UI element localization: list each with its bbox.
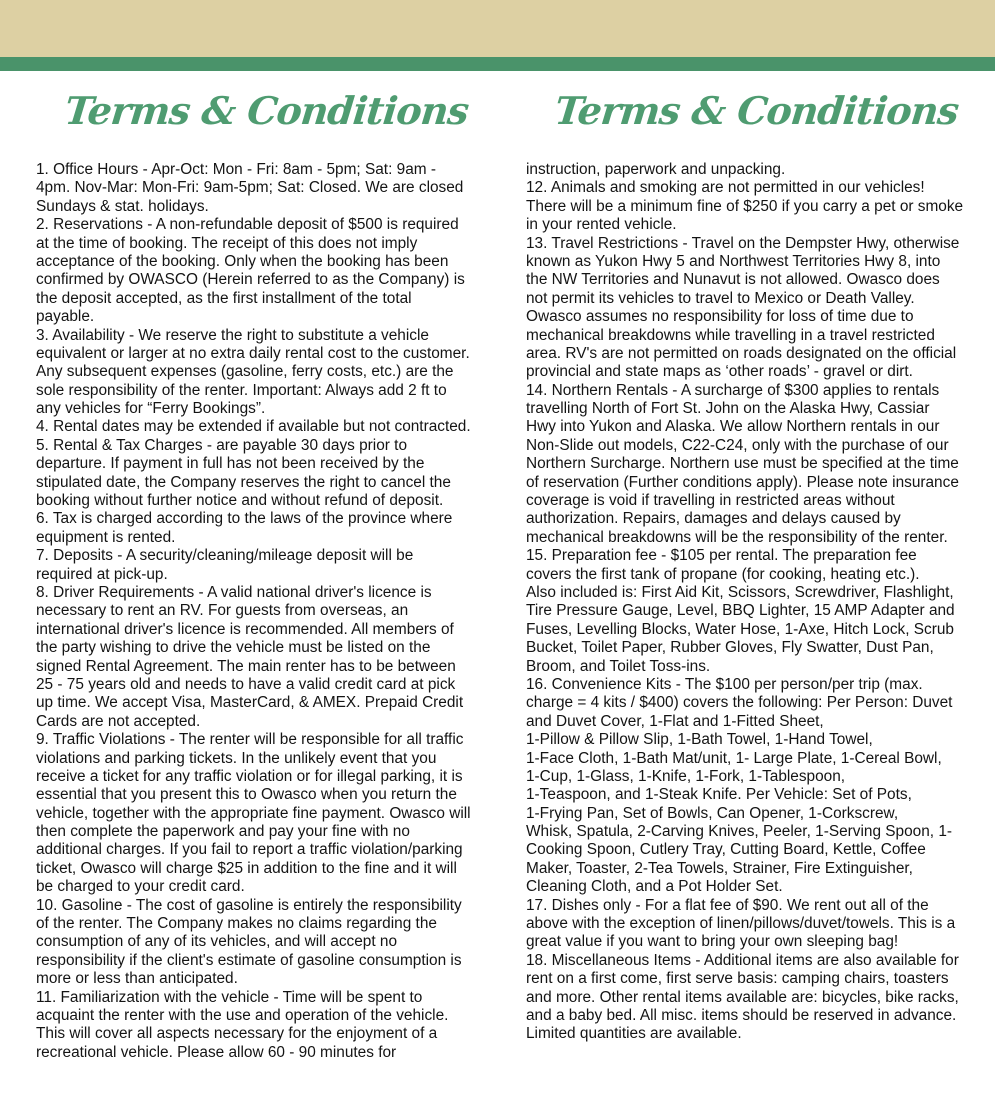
text-line: mechanical breakdowns while travelling in a travel restricted — [526, 326, 935, 344]
text-line: confirmed by OWASCO (Herein referred to as the Company) is — [36, 271, 465, 289]
text-line: be charged to your credit card. — [36, 878, 245, 896]
text-line: 17. Dishes only - For a flat fee of $90. We rent out all of the — [526, 896, 929, 914]
text-line: acceptance of the booking. Only when the booking has been — [36, 252, 449, 270]
text-line: Whisk, Spatula, 2-Carving Knives, Peeler, 1-Serving Spoon, 1- — [526, 823, 953, 841]
text-line: 9. Traffic Violations - The renter will be responsible for all traffic — [36, 731, 464, 749]
text-line: 15. Preparation fee - $105 per rental. The preparation fee — [526, 547, 917, 565]
text-line: booking without further notice and without refund of deposit. — [36, 492, 444, 510]
text-line: Sundays & stat. holidays. — [36, 197, 209, 215]
text-line: Tire Pressure Gauge, Level, BBQ Lighter, 15 AMP Adapter and — [526, 602, 955, 620]
text-line: receive a ticket for any traffic violation or for illegal parking, it is — [36, 767, 463, 785]
text-line: rent on a first come, first serve basis: camping chairs, toasters — [526, 970, 949, 988]
text-line: equivalent or larger at no extra daily rental cost to the customer. — [36, 344, 470, 362]
text-line: Fuses, Levelling Blocks, Water Hose, 1-Axe, Hitch Lock, Scrub — [526, 620, 954, 638]
text-line: 18. Miscellaneous Items - Additional items are also available for — [526, 951, 959, 969]
text-line: 12. Animals and smoking are not permitted in our vehicles! — [526, 179, 925, 197]
text-line: 1. Office Hours - Apr-Oct: Mon - Fri: 8am - 5pm; Sat: 9am - — [36, 161, 436, 178]
text-line: vehicle, together with the appropriate fine payment. Owasco will — [36, 804, 471, 822]
text-line: 13. Travel Restrictions - Travel on the Dempster Hwy, otherwise — [526, 234, 960, 252]
text-line: 1-Teaspoon, and 1-Steak Knife. Per Vehicle: Set of Pots, — [526, 786, 912, 804]
text-line: 11. Familiarization with the vehicle - Time will be spent to — [36, 988, 423, 1006]
text-line: departure. If payment in full has not been received by the — [36, 455, 425, 473]
text-line: Hwy into Yukon and Alaska. We allow Northern rentals in our — [526, 418, 940, 436]
text-line: additional charges. If you fail to report a traffic violation/parking — [36, 841, 463, 859]
page-title: Terms & Conditions — [62, 88, 471, 133]
text-line: charge = 4 kits / $400) covers the following: Per Person: Duvet — [526, 694, 953, 712]
text-line: acquaint the renter with the use and operation of the vehicle. — [36, 1006, 449, 1024]
text-line: authorization. Repairs, damages and delays caused by — [526, 510, 901, 528]
text-line: of reservation (Further conditions apply). Please note insurance — [526, 473, 959, 491]
text-line: above with the exception of linen/pillows/duvet/towels. This is a — [526, 915, 956, 933]
text-line: and a baby bed. All misc. items should be reserved in advance. — [526, 1006, 957, 1024]
text-line: ticket, Owasco will charge $25 in addition to the fine and it will — [36, 859, 457, 877]
text-line: 14. Northern Rentals - A surcharge of $300 applies to rentals — [526, 381, 940, 399]
text-line: mechanical breakdowns will be the responsibility of the renter. — [526, 528, 948, 546]
header-accent-stripe — [0, 57, 995, 71]
text-line: payable. — [36, 308, 95, 326]
text-line: 2. Reservations - A non-refundable deposit of $500 is required — [36, 216, 459, 234]
text-line: provincial and state maps as ‘other roads’ - gravel or dirt. — [526, 363, 913, 381]
text-line: stipulated date, the Company reserves the right to cancel the — [36, 473, 451, 491]
text-line: known as Yukon Hwy 5 and Northwest Territories Hwy 8, into — [526, 252, 941, 270]
text-line: the NW Territories and Nunavut is not allowed. Owasco does — [526, 271, 940, 289]
text-line: Limited quantities are available. — [526, 1025, 742, 1043]
two-column-layout — [0, 71, 995, 1062]
text-line: the deposit accepted, as the first installment of the total — [36, 289, 412, 307]
text-line: 6. Tax is charged according to the laws of the province where — [36, 510, 453, 528]
text-line: signed Rental Agreement. The main renter has to be between — [36, 657, 456, 675]
text-line: great value if you want to bring your own sleeping bag! — [526, 933, 899, 951]
text-line: 7. Deposits - A security/cleaning/mileage deposit will be — [36, 547, 414, 565]
text-line: 1-Frying Pan, Set of Bowls, Can Opener, 1-Corkscrew, — [526, 804, 899, 822]
text-line: 8. Driver Requirements - A valid national driver's licence is — [36, 583, 432, 601]
text-line: This will cover all aspects necessary for the enjoyment of a — [36, 1025, 438, 1043]
text-line: area. RV's are not permitted on roads designated on the official — [526, 344, 957, 362]
text-line: There will be a minimum fine of $250 if you carry a pet or smoke — [526, 197, 964, 215]
text-line: Cleaning Cloth, and a Pot Holder Set. — [526, 878, 783, 896]
text-line: 25 - 75 years old and needs to have a valid credit card at pick — [36, 675, 456, 693]
text-line: recreational vehicle. Please allow 60 - 90 minutes for — [36, 1043, 397, 1061]
text-line: necessary to rent an RV. For guests from overseas, an — [36, 602, 409, 620]
text-line: required at pick-up. — [36, 565, 168, 583]
page-title: Terms & Conditions — [552, 88, 961, 133]
text-line: violations and parking tickets. In the unlikely event that you — [36, 749, 437, 767]
text-line: Broom, and Toilet Toss-ins. — [526, 657, 711, 675]
text-line: Also included is: First Aid Kit, Scissors, Screwdriver, Flashlight, — [526, 583, 954, 601]
text-line: Cooking Spoon, Cutlery Tray, Cutting Board, Kettle, Coffee — [526, 841, 926, 859]
text-line: Owasco assumes no responsibility for loss of time due to — [526, 308, 914, 326]
terms-column-left — [36, 71, 497, 1062]
text-line: any vehicles for “Ferry Bookings”. — [36, 400, 266, 418]
text-line: up time. We accept Visa, MasterCard, & AMEX. Prepaid Credit — [36, 694, 464, 712]
text-line: not permit its vehicles to travel to Mexico or Death Valley. — [526, 289, 915, 307]
text-line: 4. Rental dates may be extended if available but not contracted. — [36, 418, 471, 436]
text-line: equipment is rented. — [36, 528, 176, 546]
text-line: the party wishing to drive the vehicle must be listed on the — [36, 639, 431, 657]
text-line: Non-Slide out models, C22-C24, only with the purchase of our — [526, 436, 949, 454]
text-line: 16. Convenience Kits - The $100 per person/per trip (max. — [526, 675, 923, 693]
text-line: Any subsequent expenses (gasoline, ferry costs, etc.) are the — [36, 363, 454, 381]
text-line: consumption of any of its vehicles, and will accept no — [36, 933, 398, 951]
text-line: essential that you present this to Owasco when you return the — [36, 786, 457, 804]
text-line: at the time of booking. The receipt of this does not imply — [36, 234, 418, 252]
text-line: 3. Availability - We reserve the right to substitute a vehicle — [36, 326, 429, 344]
text-line: 4pm. Nov-Mar: Mon-Fri: 9am-5pm; Sat: Closed. We are closed — [36, 179, 464, 197]
text-line: travelling North of Fort St. John on the Alaska Hwy, Cassiar — [526, 400, 930, 418]
terms-column-right — [526, 71, 987, 1062]
text-line: 5. Rental & Tax Charges - are payable 30 days prior to — [36, 436, 408, 454]
header-band — [0, 0, 995, 57]
terms-text-right — [526, 161, 987, 1044]
text-line: and Duvet Cover, 1-Flat and 1-Fitted Sheet, — [526, 712, 824, 730]
text-line: of the renter. The Company makes no claims regarding the — [36, 915, 437, 933]
text-line: covers the first tank of propane (for cooking, heating etc.). — [526, 565, 920, 583]
text-line: in your rented vehicle. — [526, 216, 677, 234]
text-line: Northern Surcharge. Northern use must be specified at the time — [526, 455, 959, 473]
text-line: sole responsibility of the renter. Important: Always add 2 ft to — [36, 381, 447, 399]
text-line: international driver's licence is recommended. All members of — [36, 620, 454, 638]
text-line: more or less than anticipated. — [36, 970, 238, 988]
text-line: 1-Cup, 1-Glass, 1-Knife, 1-Fork, 1-Tablespoon, — [526, 767, 846, 785]
text-line: instruction, paperwork and unpacking. — [526, 161, 786, 178]
text-line: Bucket, Toilet Paper, Rubber Gloves, Fly Swatter, Dust Pan, — [526, 639, 934, 657]
text-line: Cards are not accepted. — [36, 712, 201, 730]
terms-text-left — [36, 161, 497, 1062]
text-line: responsibility if the client's estimate of gasoline consumption is — [36, 951, 462, 969]
text-line: Maker, Toaster, 2-Tea Towels, Strainer, Fire Extinguisher, — [526, 859, 913, 877]
text-line: 1-Face Cloth, 1-Bath Mat/unit, 1- Large Plate, 1-Cereal Bowl, — [526, 749, 942, 767]
text-line: coverage is void if travelling in restricted areas without — [526, 492, 895, 510]
text-line: 10. Gasoline - The cost of gasoline is entirely the responsibility — [36, 896, 462, 914]
text-line: then complete the paperwork and pay your fine with no — [36, 823, 410, 841]
text-line: and more. Other rental items available are: bicycles, bike racks, — [526, 988, 959, 1006]
text-line: 1-Pillow & Pillow Slip, 1-Bath Towel, 1-Hand Towel, — [526, 731, 873, 749]
